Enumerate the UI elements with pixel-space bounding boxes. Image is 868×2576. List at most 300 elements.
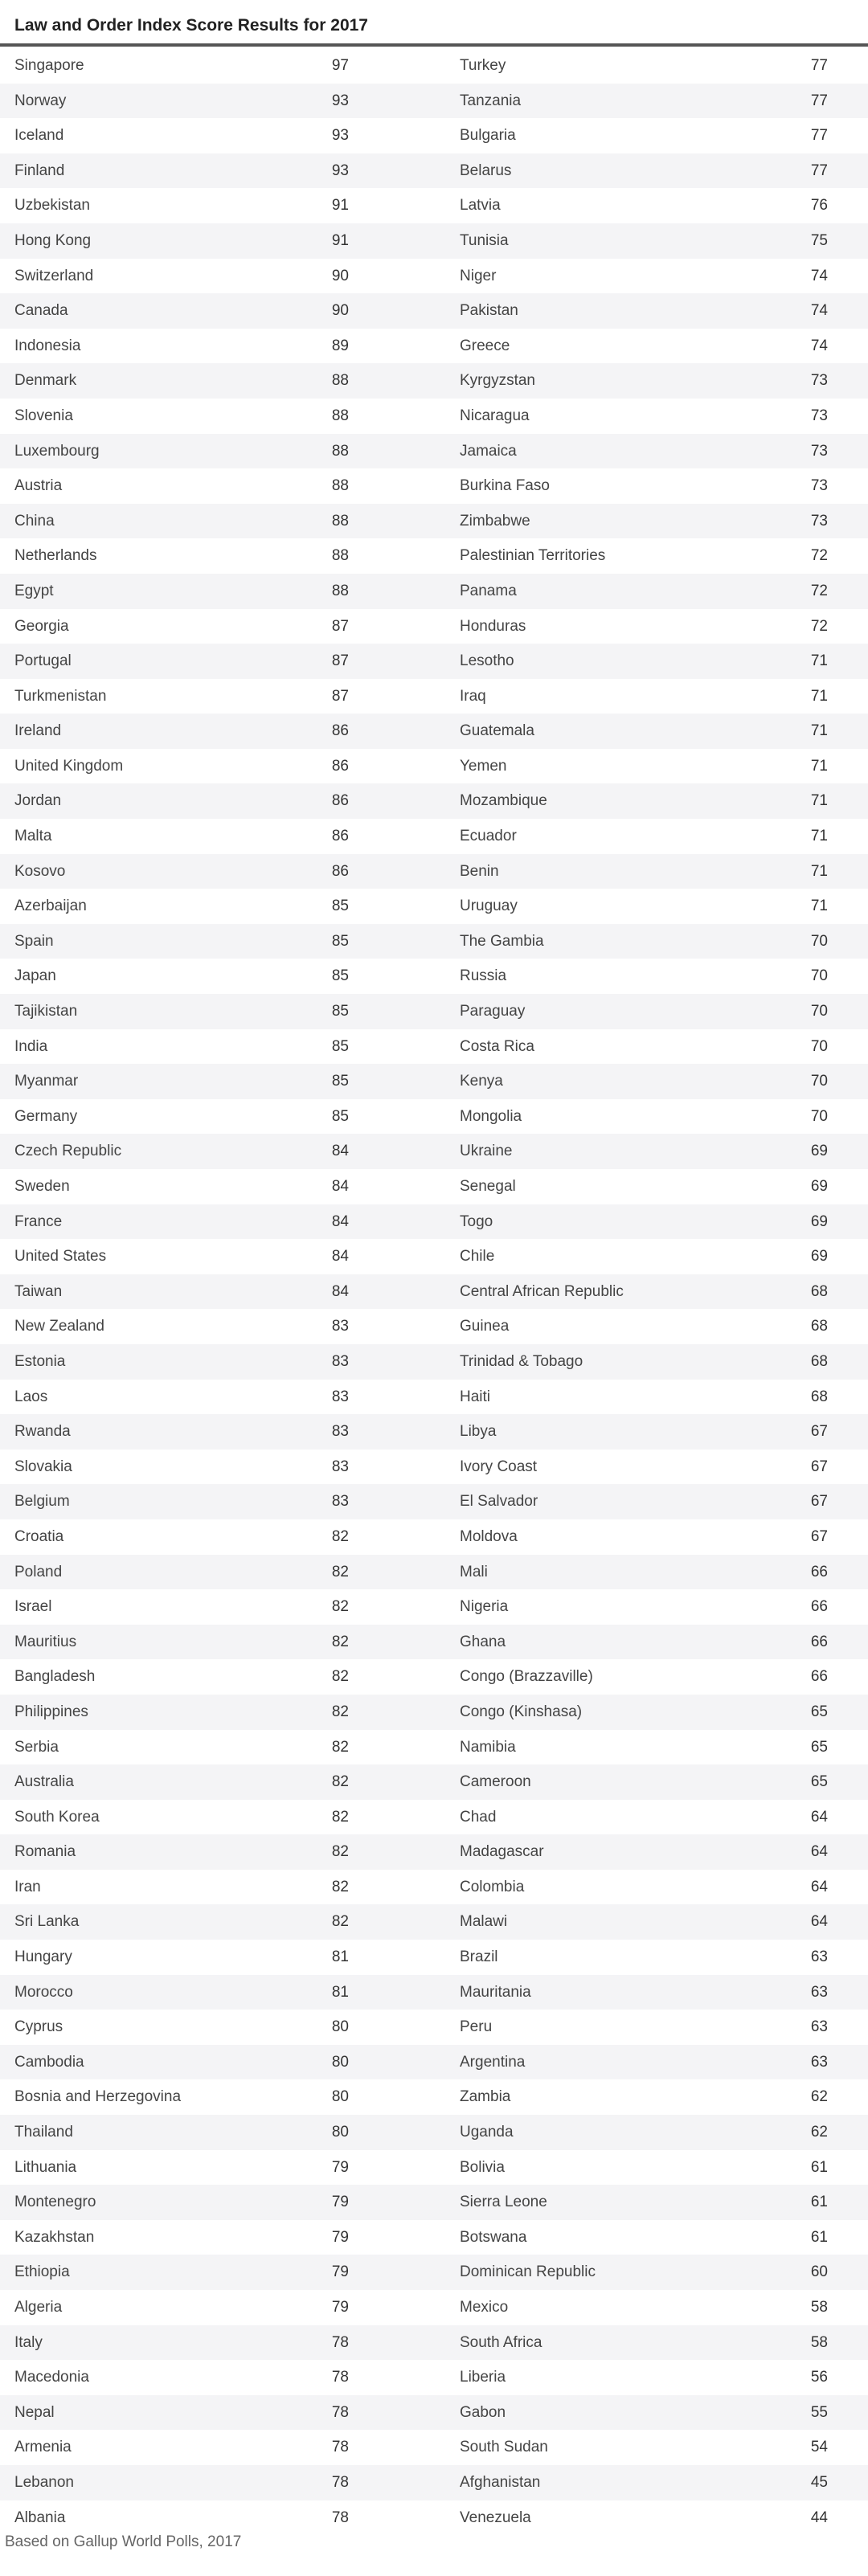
- right-country-cell: Panama: [460, 582, 517, 599]
- table-row: [0, 1695, 868, 1730]
- table-row: [0, 153, 868, 189]
- right-country-cell: Haiti: [460, 1388, 491, 1405]
- right-score-cell: 69: [810, 1248, 828, 1266]
- column-gap: [349, 1659, 445, 1695]
- right-country-cell: Honduras: [460, 617, 526, 635]
- source-footnote: Based on Gallup World Polls, 2017: [5, 2533, 242, 2550]
- table-row: [0, 714, 868, 749]
- left-score-cell: 88: [331, 582, 349, 599]
- right-country-cell: Palestinian Territories: [460, 547, 606, 565]
- left-country-cell: Sweden: [14, 1178, 70, 1195]
- table-row: [0, 363, 868, 399]
- left-score-cell: 82: [331, 1668, 349, 1686]
- right-country-cell: Ukraine: [460, 1143, 513, 1160]
- right-country-cell: Botswana: [460, 2228, 527, 2246]
- right-score-cell: 67: [810, 1458, 828, 1475]
- left-score-cell: 80: [331, 2018, 349, 2036]
- table-row: [0, 1834, 868, 1870]
- left-country-cell: Bosnia and Herzegovina: [14, 2088, 182, 2106]
- left-country-cell: Croatia: [14, 1527, 64, 1545]
- right-country-cell: Argentina: [460, 2053, 526, 2071]
- right-score-cell: 44: [810, 2509, 828, 2526]
- left-score-cell: 88: [331, 372, 349, 390]
- right-score-cell: 63: [810, 1983, 828, 2001]
- table-row: [0, 854, 868, 889]
- column-gap: [349, 1239, 445, 1274]
- table-row: [0, 2325, 868, 2361]
- column-gap: [349, 1064, 445, 1099]
- left-country-cell: Bangladesh: [14, 1668, 96, 1686]
- column-gap: [349, 504, 445, 539]
- table-row: [0, 574, 868, 609]
- column-gap: [349, 2079, 445, 2115]
- left-country-cell: Ethiopia: [14, 2263, 70, 2281]
- left-country-cell: Macedonia: [14, 2369, 89, 2386]
- left-country-cell: Rwanda: [14, 1423, 71, 1441]
- right-country-cell: The Gambia: [460, 932, 544, 950]
- right-score-cell: 73: [810, 477, 828, 495]
- right-country-cell: South Sudan: [460, 2439, 548, 2456]
- table-row: [0, 679, 868, 714]
- table-row: [0, 924, 868, 959]
- left-score-cell: 82: [331, 1773, 349, 1791]
- right-country-cell: Peru: [460, 2018, 493, 2036]
- right-country-cell: Mali: [460, 1563, 488, 1580]
- table-row: [0, 1099, 868, 1135]
- column-gap: [349, 1029, 445, 1065]
- table-row: [0, 1484, 868, 1519]
- left-score-cell: 93: [331, 92, 349, 109]
- left-country-cell: Nepal: [14, 2403, 55, 2421]
- right-score-cell: 73: [810, 442, 828, 460]
- left-country-cell: Cyprus: [14, 2018, 63, 2036]
- column-gap: [349, 1870, 445, 1905]
- right-country-cell: Tanzania: [460, 92, 522, 109]
- left-score-cell: 80: [331, 2088, 349, 2106]
- right-score-cell: 65: [810, 1738, 828, 1756]
- left-score-cell: 93: [331, 162, 349, 179]
- right-country-cell: Trinidad & Tobago: [460, 1352, 583, 1370]
- left-score-cell: 86: [331, 757, 349, 775]
- left-score-cell: 93: [331, 127, 349, 145]
- left-country-cell: Turkmenistan: [14, 687, 107, 705]
- left-country-cell: Luxembourg: [14, 442, 100, 460]
- table-row: [0, 1519, 868, 1555]
- left-score-cell: 91: [331, 197, 349, 215]
- left-score-cell: 80: [331, 2053, 349, 2071]
- column-gap: [349, 2500, 445, 2536]
- left-score-cell: 88: [331, 442, 349, 460]
- left-score-cell: 85: [331, 1003, 349, 1020]
- right-score-cell: 72: [810, 617, 828, 635]
- left-score-cell: 84: [331, 1282, 349, 1300]
- right-score-cell: 73: [810, 407, 828, 424]
- right-country-cell: Latvia: [460, 197, 501, 215]
- table-row: [0, 223, 868, 259]
- right-score-cell: 61: [810, 2228, 828, 2246]
- left-country-cell: Malta: [14, 828, 52, 845]
- table-row: [0, 434, 868, 469]
- table-row: [0, 2465, 868, 2500]
- left-country-cell: Switzerland: [14, 267, 94, 284]
- left-score-cell: 83: [331, 1318, 349, 1335]
- right-country-cell: Guinea: [460, 1318, 510, 1335]
- column-gap: [349, 1764, 445, 1800]
- right-score-cell: 64: [810, 1808, 828, 1826]
- right-score-cell: 64: [810, 1913, 828, 1931]
- table-row: [0, 1730, 868, 1765]
- right-score-cell: 72: [810, 582, 828, 599]
- column-gap: [349, 1099, 445, 1135]
- left-score-cell: 82: [331, 1527, 349, 1545]
- table-row: [0, 2290, 868, 2325]
- right-score-cell: 60: [810, 2263, 828, 2281]
- table-row: [0, 48, 868, 84]
- right-score-cell: 61: [810, 2158, 828, 2176]
- left-country-cell: Albania: [14, 2509, 66, 2526]
- column-gap: [349, 1589, 445, 1625]
- right-score-cell: 71: [810, 828, 828, 845]
- right-score-cell: 64: [810, 1878, 828, 1895]
- table-row: [0, 2010, 868, 2045]
- right-score-cell: 74: [810, 337, 828, 354]
- left-score-cell: 87: [331, 617, 349, 635]
- right-country-cell: Colombia: [460, 1878, 525, 1895]
- right-country-cell: Zambia: [460, 2088, 511, 2106]
- right-country-cell: Bulgaria: [460, 127, 516, 145]
- column-gap: [349, 1309, 445, 1344]
- left-country-cell: Laos: [14, 1388, 48, 1405]
- left-country-cell: Estonia: [14, 1352, 66, 1370]
- left-score-cell: 82: [331, 1738, 349, 1756]
- right-score-cell: 56: [810, 2369, 828, 2386]
- right-country-cell: Madagascar: [460, 1843, 544, 1861]
- right-country-cell: Uganda: [460, 2124, 514, 2141]
- right-score-cell: 54: [810, 2439, 828, 2456]
- column-gap: [349, 1450, 445, 1485]
- left-score-cell: 83: [331, 1458, 349, 1475]
- column-gap: [349, 2360, 445, 2395]
- right-score-cell: 77: [810, 92, 828, 109]
- right-country-cell: Liberia: [460, 2369, 506, 2386]
- left-score-cell: 85: [331, 898, 349, 915]
- left-score-cell: 91: [331, 231, 349, 249]
- column-gap: [349, 188, 445, 223]
- right-country-cell: South Africa: [460, 2333, 542, 2351]
- left-score-cell: 83: [331, 1388, 349, 1405]
- left-country-cell: Morocco: [14, 1983, 73, 2001]
- table-row: [0, 889, 868, 924]
- column-gap: [349, 1519, 445, 1555]
- column-gap: [349, 819, 445, 854]
- right-country-cell: Moldova: [460, 1527, 518, 1545]
- table-row: [0, 2430, 868, 2465]
- right-country-cell: Mozambique: [460, 792, 547, 810]
- left-country-cell: Italy: [14, 2333, 43, 2351]
- left-country-cell: Spain: [14, 932, 54, 950]
- left-country-cell: Myanmar: [14, 1073, 79, 1090]
- left-score-cell: 85: [331, 1073, 349, 1090]
- column-gap: [349, 434, 445, 469]
- right-country-cell: Ghana: [460, 1633, 506, 1650]
- right-score-cell: 71: [810, 898, 828, 915]
- right-score-cell: 70: [810, 1037, 828, 1055]
- right-score-cell: 70: [810, 1107, 828, 1125]
- left-country-cell: Philippines: [14, 1703, 88, 1720]
- right-country-cell: Ivory Coast: [460, 1458, 538, 1475]
- column-gap: [349, 924, 445, 959]
- left-country-cell: Hong Kong: [14, 231, 92, 249]
- column-gap: [349, 783, 445, 819]
- left-country-cell: France: [14, 1212, 63, 1230]
- left-score-cell: 82: [331, 1878, 349, 1895]
- left-score-cell: 90: [331, 302, 349, 320]
- right-score-cell: 71: [810, 687, 828, 705]
- right-score-cell: 66: [810, 1668, 828, 1686]
- right-score-cell: 67: [810, 1493, 828, 1511]
- left-country-cell: Egypt: [14, 582, 54, 599]
- column-gap: [349, 679, 445, 714]
- left-country-cell: Portugal: [14, 652, 72, 670]
- right-country-cell: Costa Rica: [460, 1037, 534, 1055]
- right-country-cell: Dominican Republic: [460, 2263, 596, 2281]
- column-gap: [349, 2115, 445, 2150]
- left-country-cell: Ireland: [14, 722, 62, 740]
- left-score-cell: 78: [331, 2439, 349, 2456]
- column-gap: [349, 2430, 445, 2465]
- table-row: [0, 1414, 868, 1450]
- column-gap: [349, 2010, 445, 2045]
- table-row: [0, 609, 868, 644]
- column-gap: [349, 889, 445, 924]
- right-score-cell: 69: [810, 1178, 828, 1195]
- column-gap: [349, 2465, 445, 2500]
- left-score-cell: 88: [331, 512, 349, 530]
- table-row: [0, 2115, 868, 2150]
- left-country-cell: Slovakia: [14, 1458, 72, 1475]
- table-row: [0, 293, 868, 329]
- right-score-cell: 63: [810, 1948, 828, 1966]
- table-row: [0, 783, 868, 819]
- column-gap: [349, 223, 445, 259]
- left-score-cell: 83: [331, 1352, 349, 1370]
- left-score-cell: 86: [331, 792, 349, 810]
- right-score-cell: 62: [810, 2088, 828, 2106]
- table-row: [0, 118, 868, 153]
- left-country-cell: Lebanon: [14, 2473, 74, 2491]
- right-score-cell: 72: [810, 547, 828, 565]
- left-country-cell: Jordan: [14, 792, 62, 810]
- left-score-cell: 79: [331, 2228, 349, 2246]
- left-score-cell: 78: [331, 2509, 349, 2526]
- right-score-cell: 75: [810, 231, 828, 249]
- column-gap: [349, 2220, 445, 2255]
- column-gap: [349, 1555, 445, 1590]
- table-row: [0, 84, 868, 119]
- left-country-cell: Kosovo: [14, 862, 66, 880]
- right-score-cell: 70: [810, 1073, 828, 1090]
- column-gap: [349, 854, 445, 889]
- right-score-cell: 70: [810, 967, 828, 985]
- left-country-cell: United States: [14, 1248, 107, 1266]
- right-score-cell: 68: [810, 1282, 828, 1300]
- left-score-cell: 88: [331, 547, 349, 565]
- right-score-cell: 71: [810, 757, 828, 775]
- right-score-cell: 66: [810, 1633, 828, 1650]
- column-gap: [349, 959, 445, 994]
- right-score-cell: 68: [810, 1318, 828, 1335]
- right-score-cell: 77: [810, 57, 828, 74]
- left-country-cell: Austria: [14, 477, 63, 495]
- column-gap: [349, 118, 445, 153]
- column-gap: [349, 749, 445, 784]
- right-country-cell: Congo (Brazzaville): [460, 1668, 593, 1686]
- left-score-cell: 82: [331, 1913, 349, 1931]
- left-score-cell: 87: [331, 652, 349, 670]
- right-score-cell: 64: [810, 1843, 828, 1861]
- left-country-cell: United Kingdom: [14, 757, 124, 775]
- right-score-cell: 63: [810, 2018, 828, 2036]
- left-country-cell: China: [14, 512, 55, 530]
- table-row: [0, 1870, 868, 1905]
- left-country-cell: Armenia: [14, 2439, 72, 2456]
- right-score-cell: 55: [810, 2403, 828, 2421]
- left-country-cell: Finland: [14, 162, 65, 179]
- column-gap: [349, 1204, 445, 1240]
- table-row: [0, 2500, 868, 2536]
- right-country-cell: Russia: [460, 967, 507, 985]
- column-gap: [349, 1834, 445, 1870]
- table-row: [0, 1940, 868, 1975]
- left-score-cell: 82: [331, 1598, 349, 1616]
- column-gap: [349, 363, 445, 399]
- right-country-cell: Mexico: [460, 2299, 509, 2316]
- right-score-cell: 73: [810, 512, 828, 530]
- right-score-cell: 73: [810, 372, 828, 390]
- right-score-cell: 66: [810, 1598, 828, 1616]
- right-country-cell: Chad: [460, 1808, 497, 1826]
- right-score-cell: 68: [810, 1388, 828, 1405]
- score-table: [0, 48, 868, 2535]
- left-country-cell: Montenegro: [14, 2194, 96, 2211]
- column-gap: [349, 1730, 445, 1765]
- column-gap: [349, 293, 445, 329]
- left-score-cell: 90: [331, 267, 349, 284]
- right-country-cell: Iraq: [460, 687, 486, 705]
- table-row: [0, 1029, 868, 1065]
- table-row: [0, 2255, 868, 2290]
- left-country-cell: Kazakhstan: [14, 2228, 95, 2246]
- left-score-cell: 84: [331, 1248, 349, 1266]
- left-score-cell: 97: [331, 57, 349, 74]
- table-row: [0, 2220, 868, 2255]
- right-country-cell: Benin: [460, 862, 499, 880]
- column-gap: [349, 1344, 445, 1380]
- left-country-cell: Singapore: [14, 57, 84, 74]
- table-row: [0, 1064, 868, 1099]
- right-score-cell: 61: [810, 2194, 828, 2211]
- table-row: [0, 1169, 868, 1204]
- table-row: [0, 1800, 868, 1835]
- table-row: [0, 1134, 868, 1169]
- left-score-cell: 84: [331, 1212, 349, 1230]
- right-country-cell: Venezuela: [460, 2509, 531, 2526]
- right-country-cell: Togo: [460, 1212, 493, 1230]
- column-gap: [349, 84, 445, 119]
- table-row: [0, 538, 868, 574]
- table-row: [0, 329, 868, 364]
- left-score-cell: 86: [331, 862, 349, 880]
- title-divider: [0, 43, 868, 47]
- table-row: [0, 2045, 868, 2080]
- right-country-cell: Niger: [460, 267, 497, 284]
- right-country-cell: Guatemala: [460, 722, 534, 740]
- right-score-cell: 69: [810, 1143, 828, 1160]
- right-country-cell: Belarus: [460, 162, 512, 179]
- right-country-cell: Turkey: [460, 57, 506, 74]
- left-country-cell: Sri Lanka: [14, 1913, 80, 1931]
- column-gap: [349, 1134, 445, 1169]
- column-gap: [349, 2185, 445, 2220]
- column-gap: [349, 259, 445, 294]
- left-country-cell: Czech Republic: [14, 1143, 122, 1160]
- table-row: [0, 1239, 868, 1274]
- right-country-cell: Afghanistan: [460, 2473, 541, 2491]
- column-gap: [349, 1800, 445, 1835]
- right-country-cell: Kyrgyzstan: [460, 372, 535, 390]
- right-country-cell: Uruguay: [460, 898, 518, 915]
- table-row: [0, 1344, 868, 1380]
- left-country-cell: Denmark: [14, 372, 77, 390]
- column-gap: [349, 468, 445, 504]
- right-score-cell: 68: [810, 1352, 828, 1370]
- left-score-cell: 85: [331, 932, 349, 950]
- right-country-cell: El Salvador: [460, 1493, 538, 1511]
- right-country-cell: Malawi: [460, 1913, 508, 1931]
- left-country-cell: India: [14, 1037, 48, 1055]
- left-country-cell: Hungary: [14, 1948, 72, 1966]
- left-country-cell: Poland: [14, 1563, 63, 1580]
- left-score-cell: 88: [331, 477, 349, 495]
- right-country-cell: Bolivia: [460, 2158, 505, 2176]
- left-country-cell: Indonesia: [14, 337, 81, 354]
- left-score-cell: 81: [331, 1983, 349, 2001]
- left-country-cell: New Zealand: [14, 1318, 104, 1335]
- left-score-cell: 79: [331, 2194, 349, 2211]
- table-row: [0, 1659, 868, 1695]
- right-country-cell: Yemen: [460, 757, 507, 775]
- left-country-cell: Tajikistan: [14, 1003, 78, 1020]
- left-country-cell: Slovenia: [14, 407, 73, 424]
- right-score-cell: 77: [810, 162, 828, 179]
- right-score-cell: 63: [810, 2053, 828, 2071]
- left-score-cell: 78: [331, 2333, 349, 2351]
- left-score-cell: 82: [331, 1703, 349, 1720]
- right-country-cell: Senegal: [460, 1178, 516, 1195]
- right-score-cell: 45: [810, 2473, 828, 2491]
- left-country-cell: Canada: [14, 302, 68, 320]
- right-score-cell: 70: [810, 1003, 828, 1020]
- table-row: [0, 959, 868, 994]
- left-country-cell: Romania: [14, 1843, 76, 1861]
- column-gap: [349, 153, 445, 189]
- right-score-cell: 65: [810, 1703, 828, 1720]
- left-score-cell: 88: [331, 407, 349, 424]
- table-row: [0, 1274, 868, 1310]
- table-row: [0, 1904, 868, 1940]
- table-row: [0, 994, 868, 1029]
- right-country-cell: Jamaica: [460, 442, 517, 460]
